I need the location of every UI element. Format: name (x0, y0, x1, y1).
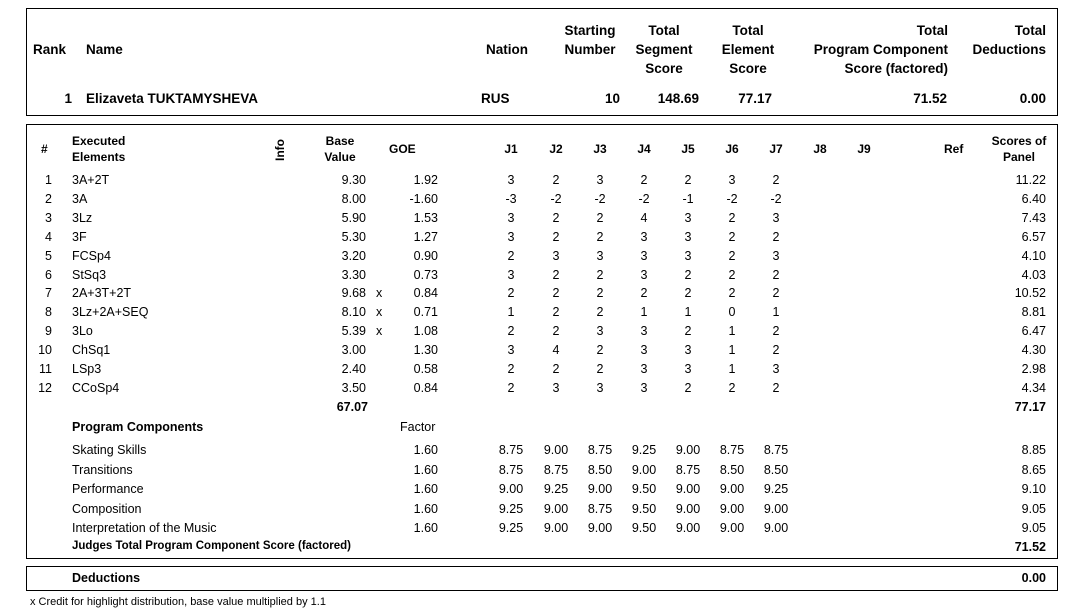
col-executed-header: Executed Elements (72, 134, 126, 164)
component-judge-score: 8.50 (763, 462, 789, 477)
element-judge-score: 3 (772, 248, 780, 263)
header-name: Name (86, 42, 123, 57)
components-header: Program Components (72, 420, 204, 434)
deductions-box (26, 566, 1058, 591)
element-name: 3Lo (72, 324, 93, 339)
judge-header-6: J6 (725, 142, 739, 156)
element-name: 3A+2T (72, 173, 110, 187)
element-judge-score: 1 (684, 305, 692, 320)
header-total-segment-score: Total Segment Score (635, 23, 693, 76)
component-judge-score: 9.50 (631, 501, 657, 516)
skater-rank: 1 (64, 91, 72, 106)
element-judge-score: 2 (552, 229, 560, 244)
element-judge-score: 3 (684, 362, 692, 376)
element-goe: 1.92 (413, 173, 438, 187)
component-name: Transitions (72, 462, 133, 477)
component-judge-score: 9.25 (498, 521, 524, 535)
element-judge-score: 3 (552, 248, 560, 263)
judges-total-value: 71.52 (1014, 540, 1046, 554)
element-judge-score: 3 (640, 343, 648, 358)
element-judge-score: 3 (640, 324, 648, 339)
element-judge-score: 2 (552, 267, 560, 282)
element-panel-score: 6.40 (1021, 191, 1046, 206)
component-judge-score: 9.00 (675, 501, 701, 516)
element-judge-score: 3 (640, 248, 648, 263)
header-total-element-score: Total Element Score (721, 23, 775, 76)
element-num: 4 (45, 229, 52, 244)
element-base: 9.30 (341, 173, 366, 187)
element-base: 3.00 (341, 343, 366, 358)
element-judge-score: 2 (552, 305, 560, 320)
component-judge-score: 9.00 (719, 501, 745, 516)
element-judge-score: -1 (682, 191, 694, 206)
element-judge-score: 2 (684, 173, 692, 187)
component-judge-score: 8.75 (498, 462, 524, 477)
component-judge-score: 9.25 (543, 482, 569, 496)
element-judge-score: 2 (772, 286, 780, 301)
element-judge-score: 1 (728, 324, 736, 339)
component-judge-score: 9.00 (675, 482, 701, 496)
component-judge-score: 8.75 (543, 462, 569, 477)
judge-header-1: J1 (504, 142, 518, 156)
component-panel-score: 9.10 (1021, 482, 1046, 496)
element-judge-score: 2 (596, 362, 604, 376)
element-num: 11 (39, 362, 52, 376)
element-judge-score: 0 (728, 305, 736, 320)
element-base: 3.50 (341, 380, 366, 395)
element-judge-score: 2 (772, 267, 780, 282)
skater-total-pcs: 71.52 (913, 91, 947, 106)
component-judge-score: 9.00 (498, 482, 524, 496)
element-judge-score: 3 (640, 380, 648, 395)
element-num: 7 (45, 286, 52, 301)
component-judge-score: 9.25 (763, 482, 789, 496)
judge-header-3: J3 (593, 142, 607, 156)
element-num: 1 (45, 173, 52, 187)
judge-header-2: J2 (549, 142, 563, 156)
element-judge-score: 3 (596, 380, 604, 395)
element-judge-score: 2 (552, 324, 560, 339)
element-judge-score: 1 (640, 305, 648, 320)
col-goe-header: GOE (389, 142, 416, 156)
element-judge-score: -2 (550, 191, 562, 206)
element-judge-score: 2 (507, 380, 515, 395)
element-judge-score: 2 (684, 380, 692, 395)
component-judge-score: 9.50 (631, 482, 657, 496)
element-judge-score: 3 (507, 173, 515, 187)
element-base: 5.30 (341, 229, 366, 244)
element-panel-score: 4.03 (1021, 267, 1046, 282)
col-scores-header: Scores of Panel (991, 134, 1047, 164)
component-judge-score: 9.25 (498, 501, 524, 516)
element-panel-score: 4.34 (1021, 380, 1046, 395)
element-name: 3Lz+2A+SEQ (72, 305, 149, 320)
element-judge-score: 1 (728, 362, 736, 376)
element-judge-score: 3 (596, 248, 604, 263)
col-base-header: Base Value (324, 134, 356, 164)
component-factor: 1.60 (413, 443, 438, 457)
element-judge-score: -3 (505, 191, 517, 206)
header-starting-number: Starting Number (564, 23, 616, 57)
element-panel-score: 6.57 (1021, 229, 1046, 244)
component-judge-score: 9.00 (587, 521, 613, 535)
element-judge-score: 3 (640, 267, 648, 282)
element-judge-score: 3 (684, 343, 692, 358)
factor-header: Factor (400, 420, 436, 434)
element-base: 8.00 (341, 191, 366, 206)
component-judge-score: 9.25 (631, 443, 657, 457)
component-judge-score: 9.00 (763, 521, 789, 535)
component-judge-score: 8.75 (498, 443, 524, 457)
element-num: 3 (45, 210, 52, 225)
element-judge-score: 2 (728, 248, 736, 263)
element-num: 9 (45, 324, 52, 339)
element-base: 5.39 (341, 324, 366, 339)
element-name: 3A (72, 191, 88, 206)
footnote: x Credit for highlight distribution, base value multiplied by 1.1 (30, 596, 326, 608)
element-judge-score: -2 (594, 191, 606, 206)
element-judge-score: 1 (507, 305, 515, 320)
element-num: 12 (38, 380, 52, 395)
element-name: 2A+3T+2T (72, 286, 132, 301)
element-judge-score: -2 (638, 191, 650, 206)
element-judge-score: 2 (728, 210, 736, 225)
element-judge-score: 2 (772, 343, 780, 358)
component-judge-score: 9.00 (543, 501, 569, 516)
component-judge-score: 9.00 (719, 482, 745, 496)
element-judge-score: 2 (728, 229, 736, 244)
component-judge-score: 8.75 (587, 443, 613, 457)
component-judge-score: 9.00 (631, 462, 657, 477)
element-judge-score: 2 (772, 173, 780, 187)
element-judge-score: 3 (507, 210, 515, 225)
element-panel-score: 4.10 (1021, 248, 1046, 263)
component-judge-score: 9.00 (763, 501, 789, 516)
element-judge-score: 2 (507, 286, 515, 301)
element-goe: 1.53 (413, 210, 438, 225)
component-name: Skating Skills (72, 443, 147, 457)
element-judge-score: 3 (507, 229, 515, 244)
skater-nation: RUS (481, 91, 510, 106)
judge-header-7: J7 (769, 142, 783, 156)
element-judge-score: 3 (640, 362, 648, 376)
skater-total-segment-score: 148.69 (657, 91, 699, 106)
element-name: CCoSp4 (72, 380, 120, 395)
element-base: 9.68 (341, 286, 366, 301)
component-factor: 1.60 (413, 462, 438, 477)
component-panel-score: 9.05 (1021, 521, 1046, 535)
element-bonus-flag: x (376, 324, 383, 339)
element-name: 3F (72, 229, 87, 244)
deductions-value: 0.00 (1021, 571, 1046, 585)
element-judge-score: 3 (684, 229, 692, 244)
component-judge-score: 8.75 (587, 501, 613, 516)
component-judge-score: 8.50 (587, 462, 613, 477)
component-judge-score: 8.75 (719, 443, 745, 457)
element-panel-score: 6.47 (1021, 324, 1046, 339)
elements-total-score: 77.17 (1014, 400, 1046, 414)
element-goe: 1.27 (413, 229, 438, 244)
element-judge-score: 3 (772, 210, 780, 225)
element-judge-score: 3 (640, 229, 648, 244)
element-judge-score: 2 (684, 286, 692, 301)
element-judge-score: 2 (552, 362, 560, 376)
element-judge-score: 2 (596, 343, 604, 358)
element-judge-score: 2 (640, 173, 648, 187)
element-judge-score: 2 (640, 286, 648, 301)
element-name: LSp3 (72, 362, 102, 376)
element-judge-score: 2 (772, 229, 780, 244)
element-judge-score: 2 (684, 267, 692, 282)
element-judge-score: 2 (772, 324, 780, 339)
element-num: 2 (45, 191, 52, 206)
header-rank: Rank (33, 42, 67, 57)
judge-header-5: J5 (681, 142, 695, 156)
element-judge-score: 4 (552, 343, 560, 358)
element-judge-score: 3 (552, 380, 560, 395)
element-judge-score: 2 (596, 229, 604, 244)
element-goe: 1.08 (413, 324, 438, 339)
element-goe: 1.30 (413, 343, 438, 358)
component-judge-score: 9.00 (675, 443, 701, 457)
element-panel-score: 7.43 (1021, 210, 1046, 225)
element-judge-score: 2 (552, 210, 560, 225)
element-judge-score: 2 (596, 286, 604, 301)
header-total-pcs: Total Program Component Score (factored) (813, 23, 948, 76)
component-panel-score: 8.65 (1021, 462, 1046, 477)
element-name: 3Lz (72, 210, 93, 225)
component-judge-score: 8.75 (763, 443, 789, 457)
element-panel-score: 8.81 (1021, 305, 1046, 320)
component-judge-score: 8.50 (719, 462, 745, 477)
element-num: 5 (45, 248, 52, 263)
element-goe: 0.71 (413, 305, 438, 320)
component-judge-score: 9.00 (587, 482, 613, 496)
skater-starting-number: 10 (604, 91, 620, 106)
element-judge-score: 3 (728, 173, 736, 187)
component-judge-score: 9.00 (719, 521, 745, 535)
element-panel-score: 11.22 (1015, 173, 1046, 187)
component-factor: 1.60 (413, 482, 438, 496)
element-judge-score: 3 (684, 210, 692, 225)
component-judge-score: 9.00 (543, 521, 569, 535)
element-panel-score: 10.52 (1014, 286, 1046, 301)
element-goe: 0.73 (413, 267, 438, 282)
component-judge-score: 8.75 (675, 462, 701, 477)
element-judge-score: 3 (507, 343, 515, 358)
element-goe: 0.84 (413, 380, 438, 395)
element-judge-score: 2 (728, 286, 736, 301)
element-judge-score: 3 (507, 267, 515, 282)
judge-header-8: J8 (813, 142, 827, 156)
header-total-deductions: Total Deductions (972, 23, 1046, 57)
component-name: Interpretation of the Music (72, 521, 217, 535)
component-panel-score: 9.05 (1021, 501, 1046, 516)
element-base: 3.30 (341, 267, 366, 282)
element-judge-score: 2 (684, 324, 692, 339)
element-judge-score: 1 (772, 305, 780, 320)
element-bonus-flag: x (376, 305, 383, 320)
judges-total-label: Judges Total Program Component Score (factored) (72, 540, 352, 552)
element-judge-score: -2 (726, 191, 738, 206)
skater-total-element-score: 77.17 (738, 91, 772, 106)
element-goe: 0.58 (413, 362, 438, 376)
element-judge-score: 3 (684, 248, 692, 263)
element-judge-score: 2 (596, 267, 604, 282)
element-judge-score: 2 (596, 210, 604, 225)
element-base: 5.90 (341, 210, 366, 225)
judge-header-9: J9 (857, 142, 871, 156)
component-judge-score: 9.00 (543, 443, 569, 457)
component-name: Composition (72, 501, 142, 516)
skater-name: Elizaveta TUKTAMYSHEVA (86, 91, 259, 106)
element-num: 10 (38, 343, 52, 358)
element-panel-score: 4.30 (1021, 343, 1046, 358)
element-name: FCSp4 (72, 248, 111, 263)
element-judge-score: 3 (772, 362, 780, 376)
skater-total-deductions: 0.00 (1019, 91, 1046, 106)
component-factor: 1.60 (413, 521, 438, 535)
element-goe: -1.60 (409, 191, 438, 206)
element-judge-score: 3 (596, 324, 604, 339)
element-base: 2.40 (341, 362, 366, 376)
element-bonus-flag: x (376, 286, 383, 301)
element-judge-score: 2 (596, 305, 604, 320)
element-base: 8.10 (341, 305, 366, 320)
element-judge-score: 2 (507, 324, 515, 339)
element-judge-score: 2 (507, 248, 515, 263)
element-judge-score: 1 (728, 343, 736, 358)
judge-header-4: J4 (637, 142, 651, 156)
element-num: 6 (45, 267, 52, 282)
col-num-header: # (41, 142, 48, 156)
element-num: 8 (45, 305, 52, 320)
header-nation: Nation (486, 42, 528, 57)
element-judge-score: 2 (728, 380, 736, 395)
element-name: ChSq1 (72, 343, 111, 358)
component-name: Performance (72, 482, 144, 496)
element-judge-score: 2 (552, 286, 560, 301)
elements-total-base: 67.07 (336, 400, 368, 414)
component-judge-score: 9.00 (675, 521, 701, 535)
element-panel-score: 2.98 (1021, 362, 1046, 376)
element-judge-score: 4 (640, 210, 648, 225)
element-judge-score: 3 (596, 173, 604, 187)
deductions-label: Deductions (72, 571, 141, 585)
component-panel-score: 8.85 (1021, 443, 1046, 457)
element-goe: 0.90 (413, 248, 438, 263)
element-judge-score: 2 (728, 267, 736, 282)
component-judge-score: 9.50 (631, 521, 657, 535)
element-judge-score: 2 (552, 173, 560, 187)
element-name: StSq3 (72, 267, 107, 282)
element-judge-score: -2 (770, 191, 782, 206)
element-judge-score: 2 (772, 380, 780, 395)
col-info-header: Info (273, 139, 287, 161)
element-judge-score: 2 (507, 362, 515, 376)
element-goe: 0.84 (413, 286, 438, 301)
component-factor: 1.60 (413, 501, 438, 516)
element-base: 3.20 (341, 248, 366, 263)
col-ref-header: Ref (944, 142, 964, 156)
